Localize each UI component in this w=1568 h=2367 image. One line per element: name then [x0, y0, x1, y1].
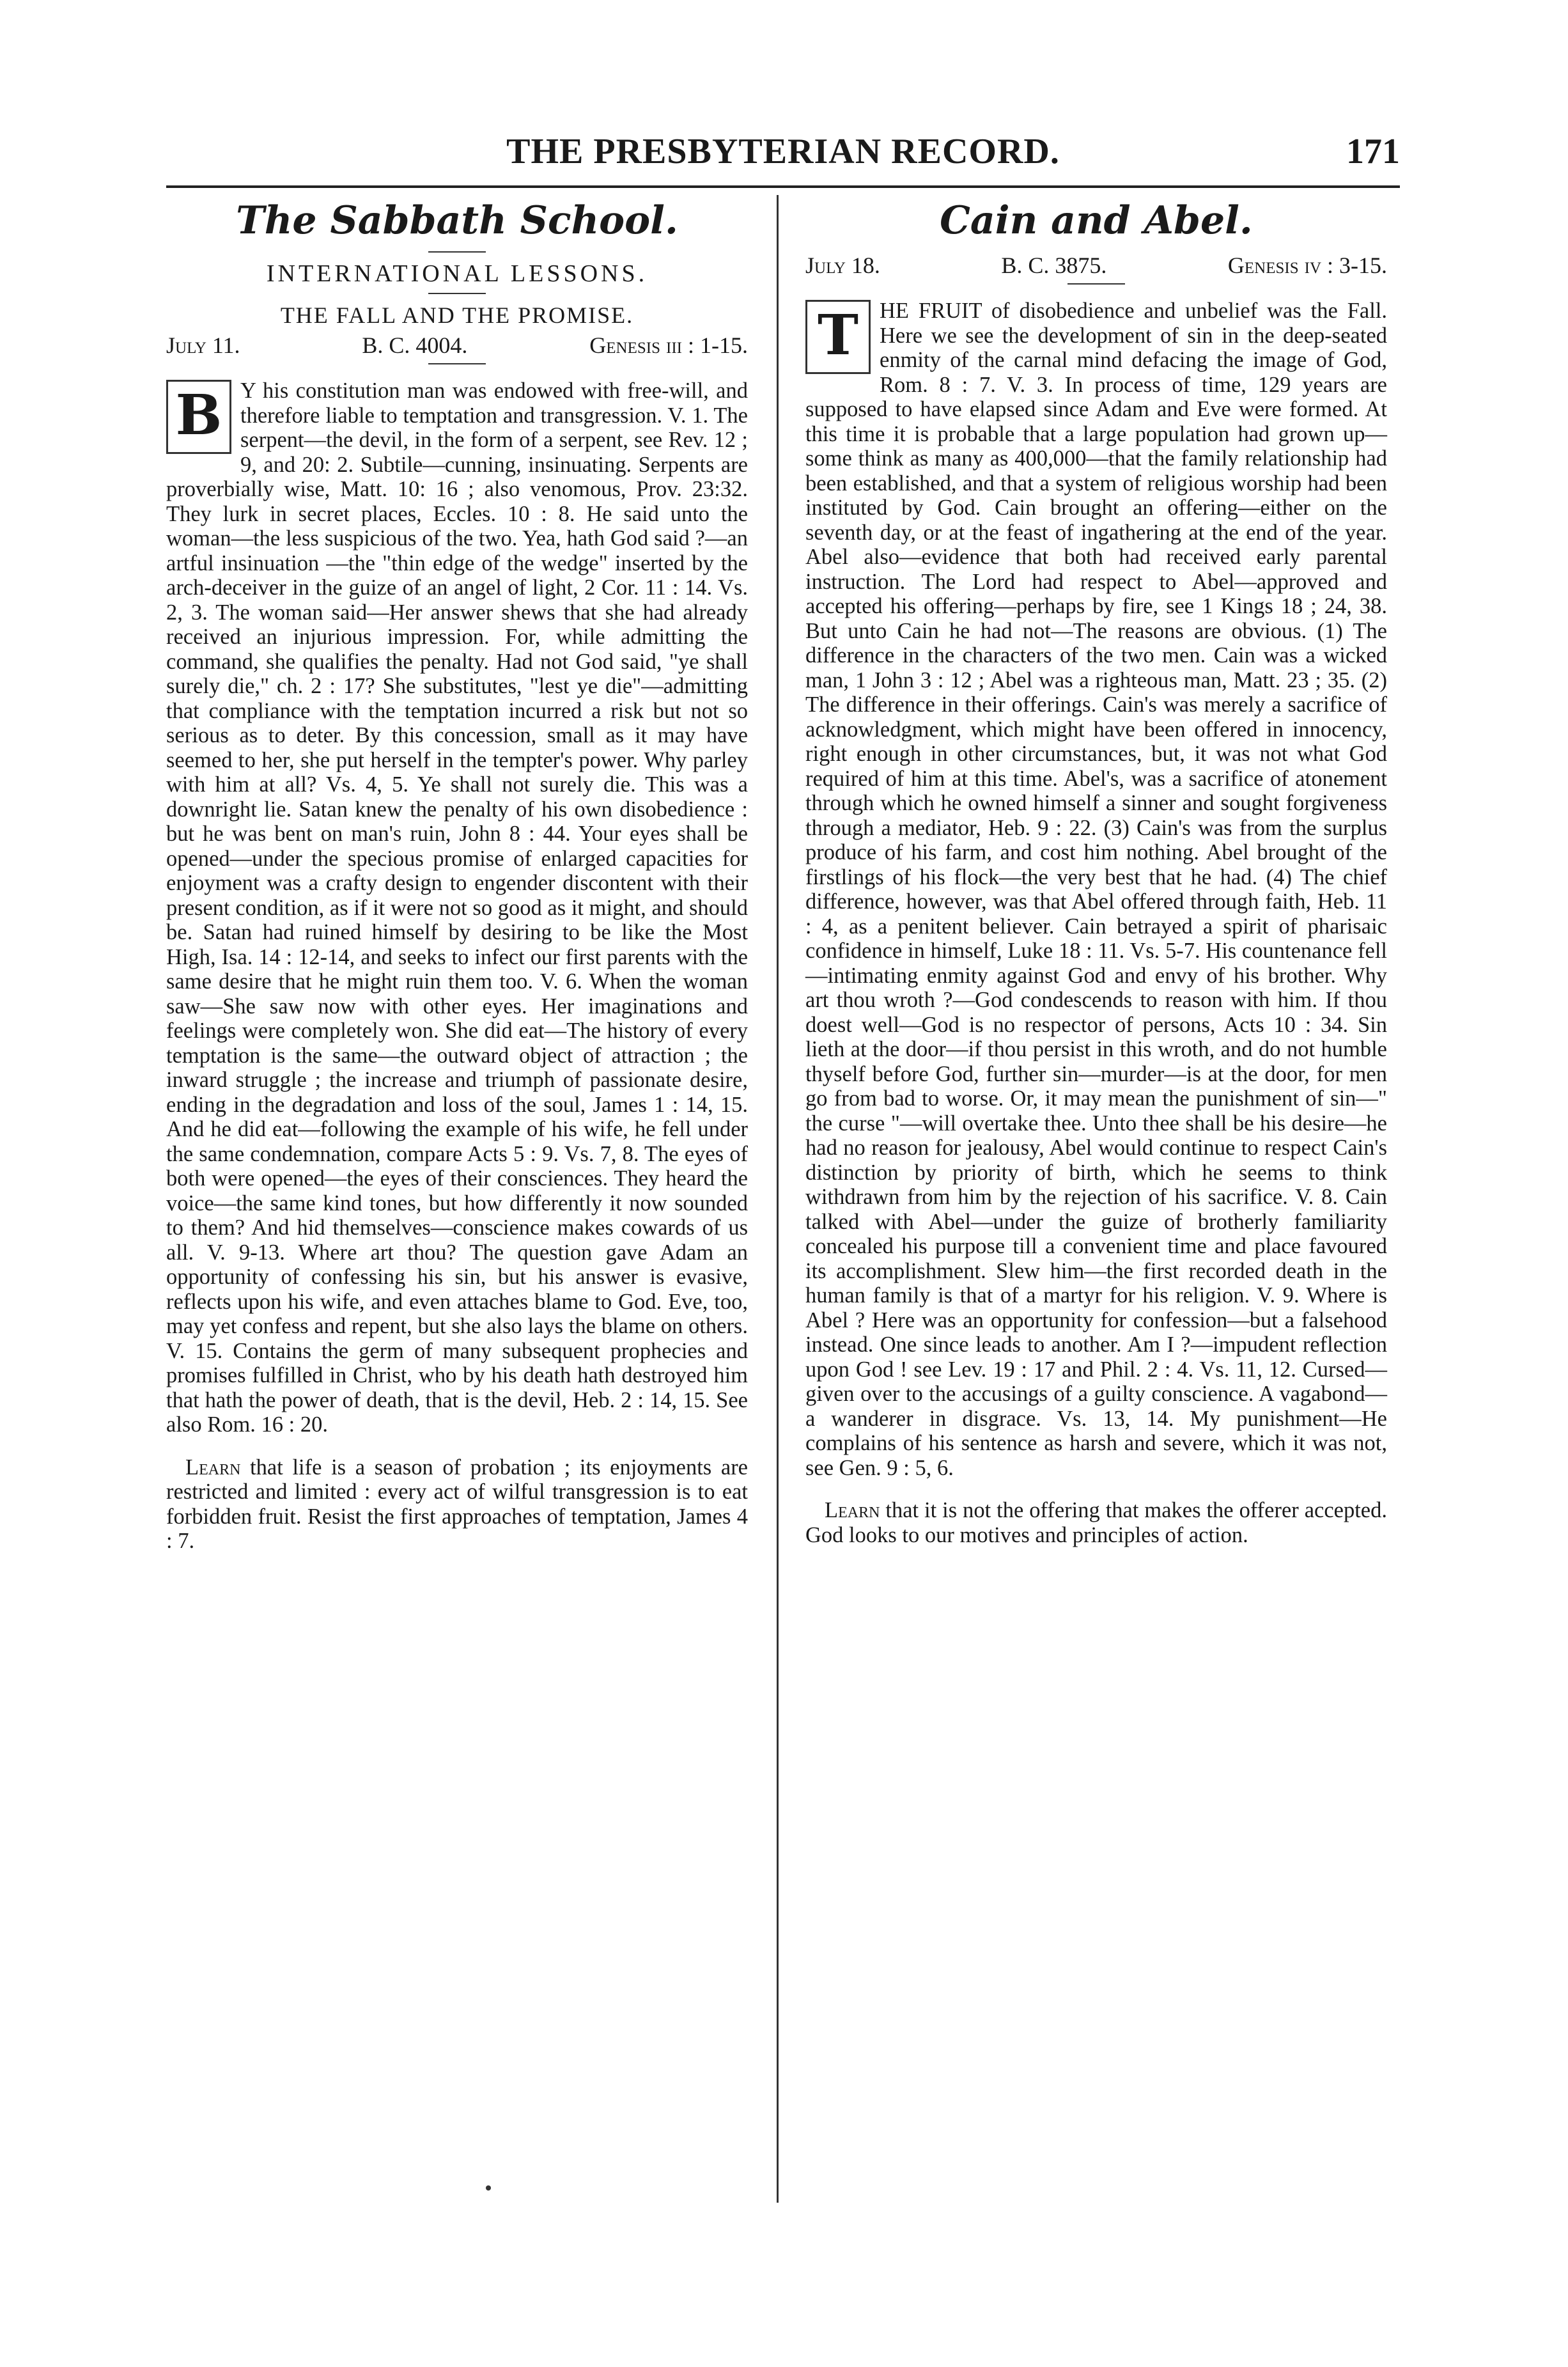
lesson-body	[166, 379, 748, 1437]
drop-cap: B	[166, 380, 231, 454]
international-lessons-heading: INTERNATIONAL LESSONS.	[266, 260, 648, 287]
lesson-dateline	[166, 331, 748, 359]
lesson-body-text: HE FRUIT of disobedience and unbelief was the Fall. Here we see the development of sin in the deep-seated enmity of the carnal mind defacing the image of God, Rom. 8 : 7. V. 3. In process of time, 129 years are supposed to have elapsed since Adam and Eve were formed. At this time it is probable that a large population had grown up—some think as many as 400,000—that the family relationship had been established, and that a system of religious worship had been instituted by God. Cain brought an offering—either on the seventh day, or at the feast of ingathering at the end of the year. Abel also—evidence that both had received early parental instruction. The Lord had respect to Abel—approved and accepted his offering—perhaps by fire, see 1 Kings 18 ; 24, 38. But unto Cain he had not—The reasons are obvious. (1) The difference in the characters of the two men. Cain was a wicked man, 1 John 3 : 12 ; Abel was a righteous man, Matt. 23 ; 35. (2) The difference in their offerings. Cain's was merely a sacrifice of acknowledgment, which might have been offered in innocency, right enough in other circumstances, but, it was not what God required of him at this time. Abel's, was a sacrifice of atonement through which he owned himself a sinner and sought forgiveness through a mediator, Heb. 9 : 22. (3) Cain's was from the surplus produce of his farm, and cost him nothing. Abel brought of the firstlings of his flock—the very best that he had. (4) The chief difference, however, was that Abel offered through faith, Heb. 11 : 4, as a penitent believer. Cain betrayed a spirit of pharisaic confidence in himself, Luke 18 : 11. Vs. 5-7. His countenance fell—intimating enmity against God and envy of his brother. Why art thou wroth ?—God condescends to reason with him. If thou doest well—God is no respector of persons, Acts 10 : 34. Sin lieth at the door—if thou persist in this wroth, and do not humble thyself before God, further sin—murder—is at the door, for men go from bad to worse. Or, it may mean the punishment of sin—" the curse "—will overtake thee. Unto thee shall be his desire—he had no reason for jealousy, Abel would continue to respect Cain's distinction by priority of birth, which he seems to think withdrawn from him by the rejection of his sacrifice. V. 8. Cain talked with Abel—under the guize of brotherly familiarity concealed his purpose till a convenient time and place favoured its accomplishment. Slew him—the first recorded death in the human family is that of a martyr for his religion. V. 9. Where is Abel ? Here was an opportunity for confession—but a falsehood instead. One since leads to another. Am I ?—impudent reflection upon God ! see Lev. 19 : 17 and Phil. 2 : 4. Vs. 11, 12. Cursed—given over to the accusings of a guilty conscience. A vagabond—a wanderer in disgrace. Vs. 13, 14. My punishment—He complains of his sentence as harsh and severe, which it was not, see Gen. 9 : 5, 6.	[805, 299, 1387, 1480]
lesson-era: B. C. 3875.	[1001, 253, 1107, 278]
section-title-sabbath-school: The Sabbath School.	[236, 198, 678, 243]
divider	[1067, 283, 1125, 285]
article-columns	[166, 195, 1400, 2260]
lesson-date: July 11.	[166, 332, 240, 358]
lesson-body	[805, 299, 1387, 1480]
divider	[428, 363, 486, 364]
page-number: 171	[1346, 132, 1400, 171]
bottom-ornament	[486, 2185, 491, 2191]
lesson-dateline	[805, 251, 1387, 279]
lesson-title: THE FALL AND THE PROMISE.	[280, 302, 634, 328]
lesson-body-text: Y his constitution man was endowed with free-will, and therefore liable to temptation and transgression. V. 1. The serpent—the devil, in the form of a serpent, see Rev. 12 ; 9, and 20: 2. Subtile—cunning, insinuating. Serpents are proverbially wise, Matt. 10: 16 ; also venomous, Prov. 23:32. They lurk in secret places, Eccles. 10 : 8. He said unto the woman—the less suspicious of the two. Yea, hath God said ?—an artful insinuation —the "thin edge of the wedge" inserted by the arch-deceiver in the guize of an angel of light, 2 Cor. 11 : 14. Vs. 2, 3. The woman said—Her answer shews that she had already received an injurious impression. For, while admitting the command, she qualifies the penalty. Had not God said, "ye shall surely die," ch. 2 : 17? She substitutes, "lest ye die"—admitting that compliance with the temptation incurred a risk but not so serious as to deter. By this concession, small as it may have seemed to her, she put herself in the tempter's power. Why parley with him at all? Vs. 4, 5. Ye shall not surely die. This was a downright lie. Satan knew the penalty of his own disobedience : but he was bent on man's ruin, John 8 : 44. Your eyes shall be opened—under the specious promise of enlarged capacities for enjoyment was a crafty design to engender discontent with their present condition, as if it were not so good as it might, and should be. Satan had ruined himself by desiring to be like the Most High, Isa. 14 : 12-14, and seeks to infect our first parents with the same desire that he might ruin them too. V. 6. When the woman saw—She saw now with other eyes. Her imaginations and feelings were completely won. She did eat—The history of every temptation is the same—the outward object of attraction ; the inward struggle ; the increase and triumph of passionate desire, ending in the degradation and loss of the soul, James 1 : 14, 15. And he did eat—following the example of his wife, he fell under the same condemnation, compare Acts 5 : 9. Vs. 7, 8. The eyes of both were opened—the eyes of their consciences. They heard the voice—the same kind tones, but how differently it now sounded to them? And hid themselves—conscience makes cowards of us all. V. 9-13. Where art thou? The question gave Adam an opportunity of confessing his sin, but his answer is evasive, reflects upon his wife, and even attaches blame to God. Eve, too, may yet confess and repent, but she also lays the blame on others. V. 15. Contains the germ of many subsequent prophecies and promises fulfilled in Christ, who by his death hath destroyed him that hath the power of death, that is the devil, Heb. 2 : 14, 15. See also Rom. 16 : 20.	[166, 379, 748, 1437]
learn-text: that it is not the offering that makes the offerer accepted. God looks to our motives and principles of action.	[805, 1498, 1387, 1547]
learn-paragraph	[166, 1455, 748, 1554]
drop-cap: T	[805, 300, 871, 374]
learn-lead: Learn	[185, 1455, 241, 1480]
column-rule	[777, 195, 779, 2203]
divider	[428, 251, 486, 253]
journal-title: THE PRESBYTERIAN RECORD.	[506, 132, 1060, 171]
lesson-reference: Genesis iv : 3-15.	[1227, 253, 1387, 278]
learn-text: that life is a season of probation ; its enjoyments are restricted and limited : every act of wilful transgression is to eat forbidden fruit. Resist the first approaches of temptation, James 4 : 7.	[166, 1455, 748, 1553]
running-head	[166, 125, 1400, 188]
divider	[428, 293, 486, 294]
page	[166, 125, 1400, 2260]
learn-paragraph	[805, 1498, 1387, 1547]
left-column	[166, 195, 748, 1554]
learn-lead: Learn	[825, 1498, 880, 1522]
lesson-reference: Genesis iii : 1-15.	[589, 332, 748, 358]
section-title-cain-and-abel: Cain and Abel.	[940, 198, 1253, 243]
lesson-era: B. C. 4004.	[362, 332, 468, 358]
lesson-date: July 18.	[805, 253, 880, 278]
right-column	[805, 195, 1387, 1547]
